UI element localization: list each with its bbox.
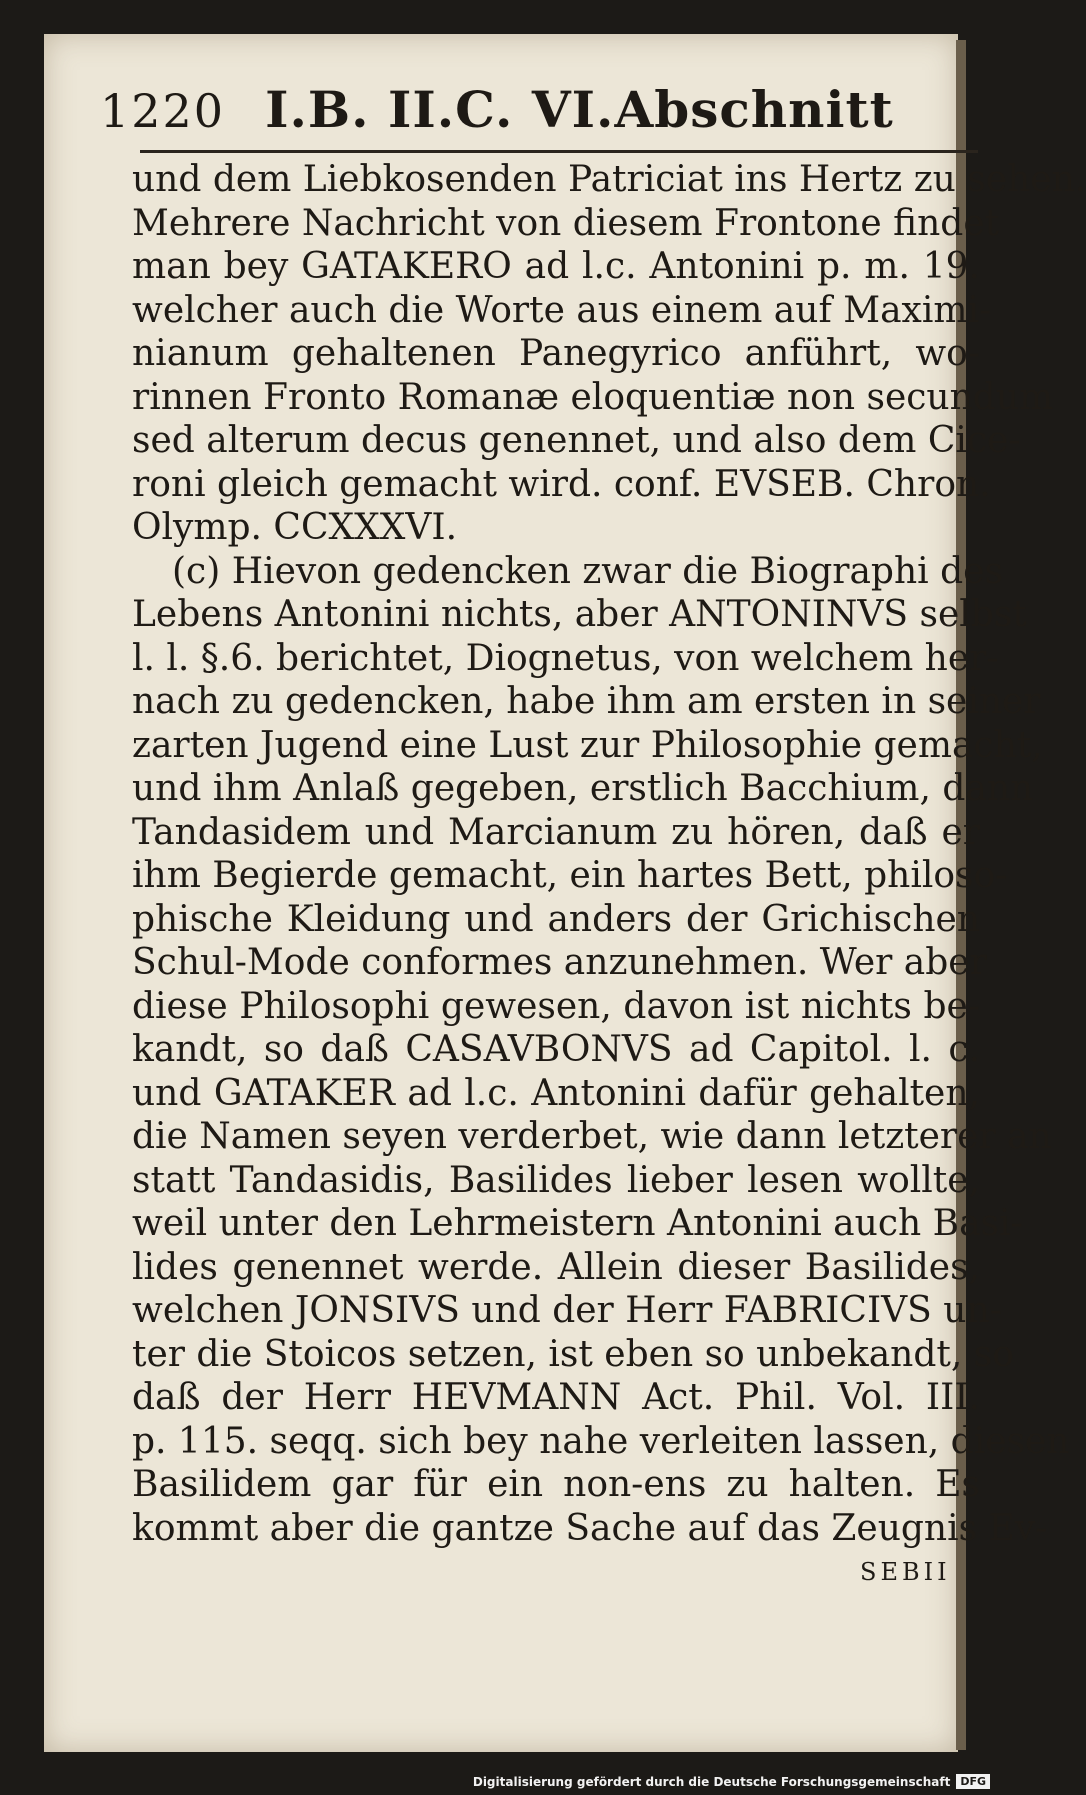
text-line: ihm Begierde gemacht, ein hartes Bett, philoso- bbox=[132, 855, 1008, 896]
text-line: Mehrere Nachricht von diesem Frontone findet bbox=[132, 202, 1000, 244]
text-line: p. 115. seqq. sich bey nahe verleiten lassen, diesen bbox=[132, 1420, 1070, 1462]
running-head: I.B. II.C. VI.Abschnitt bbox=[265, 80, 894, 139]
text-line: phische Kleidung und anders der Grichischen bbox=[132, 898, 980, 940]
text-line: nianum gehaltenen Panegyrico anführt, wo- bbox=[132, 333, 980, 374]
text-line: sed alterum decus genennet, und also dem Cice- bbox=[132, 420, 1021, 461]
text-line: und ihm Anlaß gegeben, erstlich Bacchium, dann bbox=[132, 768, 1034, 809]
text-line: welcher auch die Worte aus einem auf Maximi- bbox=[132, 289, 992, 331]
text-line: kommt aber die gantze Sache auf das Zeugnis Ev- bbox=[132, 1507, 1048, 1549]
catchword: SEBII bbox=[860, 1558, 951, 1586]
text-line: Lebens Antonini nichts, aber ANTONINVS selbst bbox=[132, 594, 1027, 635]
text-line: Schul-Mode conformes anzunehmen. Wer aber bbox=[132, 942, 987, 983]
text-line: weil unter den Lehrmeistern Antonini auch Basi- bbox=[132, 1203, 1023, 1244]
page-header bbox=[100, 80, 950, 150]
text-line: und GATAKER ad l.c. Antonini dafür gehalten, bbox=[132, 1072, 980, 1114]
text-line: Tandasidem und Marcianum zu hören, daß er bbox=[132, 811, 980, 853]
text-line: man bey GATAKERO ad l.c. Antonini p. m. 19. bbox=[132, 246, 980, 287]
dfg-logo: DFG bbox=[956, 1774, 990, 1789]
text-line: welchen JONSIVS und der Herr FABRICIVS un- bbox=[132, 1290, 1002, 1331]
footer-text: Digitalisierung gefördert durch die Deutsche Forschungsgemeinschaft bbox=[472, 1774, 951, 1789]
text-line: kandt, so daß CASAVBONVS ad Capitol. l. c. bbox=[132, 1029, 980, 1070]
text-line: (c) Hievon gedencken zwar die Biographi des bbox=[172, 550, 1003, 592]
text-line: l. l. §.6. berichtet, Diognetus, von welchem her- bbox=[132, 637, 999, 679]
body-text bbox=[132, 158, 1086, 1550]
text-line: zarten Jugend eine Lust zur Philosophie gemacht, bbox=[132, 724, 1043, 766]
text-line: ter die Stoicos setzen, ist eben so unbekandt, so bbox=[132, 1333, 1014, 1375]
text-line: Olymp. CCXXXVI. bbox=[132, 507, 458, 548]
text-line: roni gleich gemacht wird. conf. EVSEB. Chron. bbox=[132, 463, 991, 505]
text-line: daß der Herr HEVMANN Act. Phil. Vol. III. bbox=[132, 1377, 980, 1418]
text-line: die Namen seyen verderbet, wie dann letzterer an bbox=[132, 1116, 1052, 1157]
text-line: lides genennet werde. Allein dieser Basilides, bbox=[132, 1246, 980, 1288]
text-line: Basilidem gar für ein non-ens zu halten. Es bbox=[132, 1464, 980, 1505]
page-number: 1220 bbox=[100, 84, 226, 138]
footer bbox=[473, 1774, 990, 1789]
text-line: und dem Liebkosenden Patriciat ins Hertz zu sehen. bbox=[132, 159, 1086, 200]
text-line: diese Philosophi gewesen, davon ist nichts be- bbox=[132, 985, 980, 1027]
text-line: rinnen Fronto Romanæ eloquentiæ non secundum bbox=[132, 376, 1054, 418]
header-rule bbox=[140, 150, 978, 153]
text-line: nach zu gedencken, habe ihm am ersten in seiner bbox=[132, 681, 1041, 722]
text-line: statt Tandasidis, Basilides lieber lesen wollte, bbox=[132, 1159, 980, 1201]
